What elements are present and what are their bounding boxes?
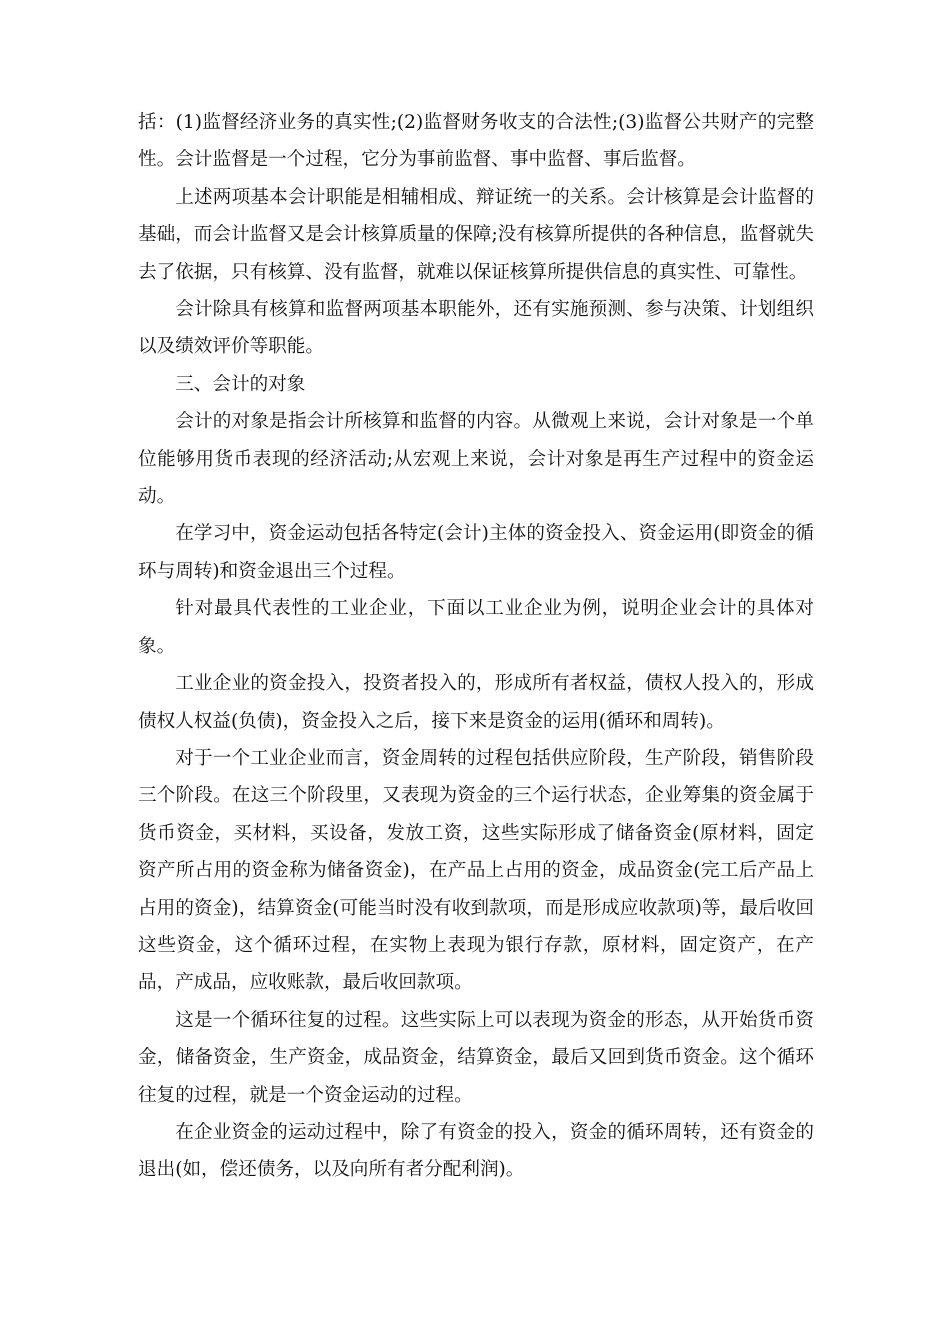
paragraph-continuation: 括：(1)监督经济业务的真实性;(2)监督财务收支的合法性;(3)监督公共财产的完整性。会计监督是一个过程，它分为事前监督、事中监督、事后监督。 (138, 112, 814, 171)
paragraph: 对于一个工业企业而言，资金周转的过程包括供应阶段，生产阶段，销售阶段三个阶段。在这三个阶段里，又表现为资金的三个运行状态，企业筹集的资金属于货币资金，买材料，买设备，发放工资，这些实际形成了储备资金(原材料，固定资产所占用的资金称为储备资金)，在产品上占用的资金，成品资金(完工后产品上占用的资金)，结算资金(可能当时没有收到款项，而是形成应收款项)等，最后收回这些资金，这个循环过程，在实物上表现为银行存款，原材料，固定资产，在产品，产成品，应收账款，最后收回款项。 (138, 747, 814, 994)
section-heading: 三、会计的对象 (175, 373, 306, 395)
paragraph: 会计除具有核算和监督两项基本职能外，还有实施预测、参与决策、计划组织以及绩效评价等职能。 (138, 299, 814, 358)
paragraph: 针对最具代表性的工业企业，下面以工业企业为例，说明企业会计的具体对象。 (138, 598, 814, 657)
paragraph: 工业企业的资金投入，投资者投入的，形成所有者权益，债权人投入的，形成债权人权益(负债)，资金投入之后，接下来是资金的运用(循环和周转)。 (138, 673, 814, 732)
paragraph: 这是一个循环往复的过程。这些实际上可以表现为资金的形态，从开始货币资金，储备资金，生产资金，成品资金，结算资金，最后又回到货币资金。这个循环往复的过程，就是一个资金运动的过程。 (138, 1009, 814, 1106)
document-body (138, 104, 814, 1189)
paragraph: 上述两项基本会计职能是相辅相成、辩证统一的关系。会计核算是会计监督的基础，而会计监督又是会计核算质量的保障;没有核算所提供的各种信息，监督就失去了依据，只有核算、没有监督，就难以保证核算所提供信息的真实性、可靠性。 (138, 186, 814, 283)
paragraph: 在企业资金的运动过程中，除了有资金的投入，资金的循环周转，还有资金的退出(如，偿还债务，以及向所有者分配利润)。 (138, 1121, 814, 1181)
paragraph: 在学习中，资金运动包括各特定(会计)主体的资金投入、资金运用(即资金的循环与周转)和资金退出三个过程。 (138, 523, 814, 582)
paragraph: 会计的对象是指会计所核算和监督的内容。从微观上来说，会计对象是一个单位能够用货币表现的经济活动;从宏观上来说，会计对象是再生产过程中的资金运动。 (138, 411, 814, 508)
